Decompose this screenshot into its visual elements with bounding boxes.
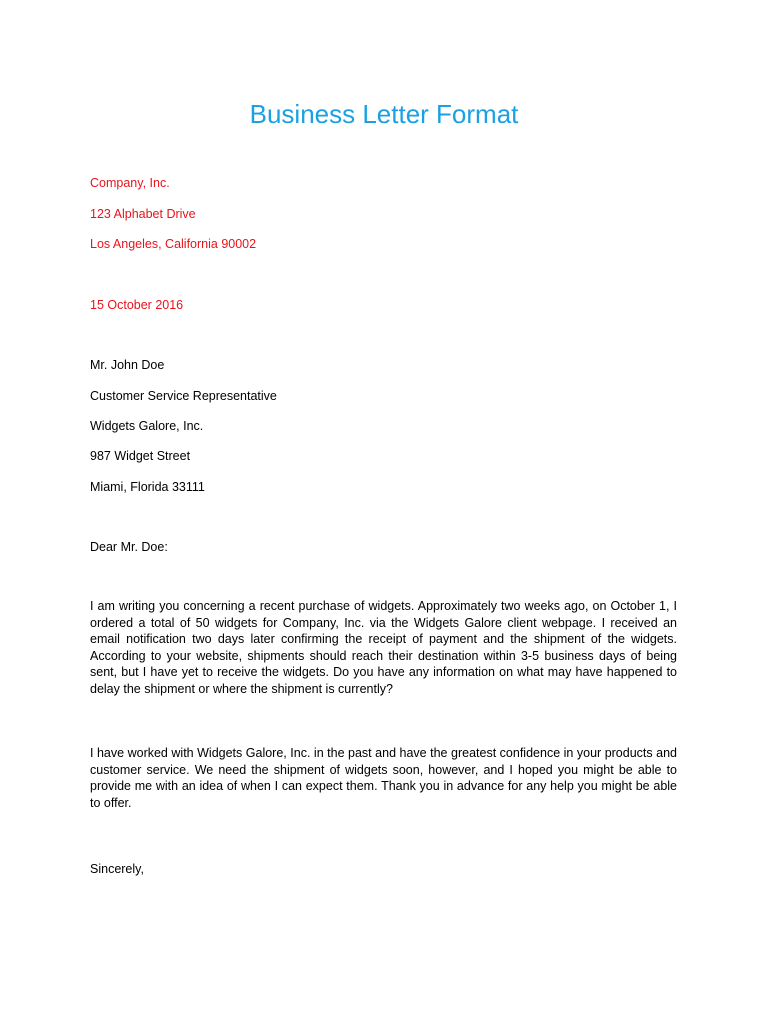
closing: Sincerely, [90,862,144,876]
recipient-name: Mr. John Doe [90,358,165,372]
letter-date: 15 October 2016 [90,298,184,312]
body-paragraph-1: I am writing you concerning a recent purchase of widgets. Approximately two weeks ago, on October 1, I ordered a total of 50 widgets for Company, Inc. via the Widgets Galore client webpage. I received an email notification two days later confirming the receipt of payment and the shipment of the widgets. According to your website, shipments should reach their destination within 3-5 business days of being sent, but I have yet to receive the widgets. Do you have any information on what may have happened to delay the shipment or where the shipment is currently? [90,599,677,696]
recipient-street: 987 Widget Street [90,449,191,463]
recipient-city-state-zip: Miami, Florida 33111 [90,480,205,494]
recipient-position: Customer Service Representative [90,389,277,403]
sender-street: 123 Alphabet Drive [90,207,196,221]
sender-company: Company, Inc. [90,176,170,190]
document-title: Business Letter Format [249,99,519,129]
salutation: Dear Mr. Doe: [90,540,168,554]
sender-city-state-zip: Los Angeles, California 90002 [90,237,257,251]
body-paragraph-2: I have worked with Widgets Galore, Inc. in the past and have the greatest confidence in your products and customer service. We need the shipment of widgets soon, however, and I hoped you might be able to provide me with an idea of when I can expect them. Thank you in advance for any help you might be able to offer. [90,746,677,810]
recipient-company: Widgets Galore, Inc. [90,419,204,433]
